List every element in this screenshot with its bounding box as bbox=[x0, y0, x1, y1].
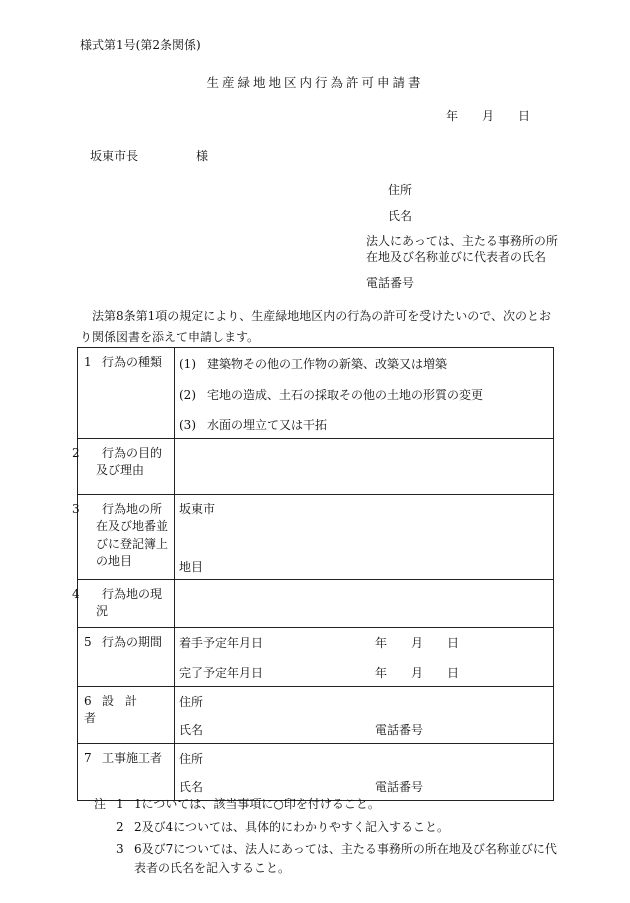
table-row bbox=[78, 348, 554, 439]
contractor-field[interactable] bbox=[175, 743, 554, 800]
row-number: 1 bbox=[84, 355, 92, 369]
option-number: (2) bbox=[179, 388, 196, 402]
row-number: 3 bbox=[72, 502, 80, 516]
table-row bbox=[78, 627, 554, 686]
date-year-label: 年 bbox=[446, 109, 459, 123]
row-label: 行為地の現況 bbox=[96, 587, 163, 619]
option-number: (1) bbox=[179, 357, 196, 371]
designer-phone-label: 電話番号 bbox=[375, 722, 424, 737]
option-number: (3) bbox=[179, 418, 196, 432]
row-label-cell bbox=[78, 348, 175, 439]
table-row bbox=[78, 743, 554, 800]
row-label-cell bbox=[78, 743, 175, 800]
row-number: 7 bbox=[84, 750, 92, 765]
row-label: 工事施工者 bbox=[102, 750, 163, 765]
location-chimoku-label: 地目 bbox=[179, 560, 204, 574]
end-date-label: 完了予定年月日 bbox=[179, 665, 264, 680]
row-label-cell bbox=[72, 580, 175, 628]
date-day-label: 日 bbox=[518, 109, 531, 123]
row-number: 5 bbox=[84, 634, 92, 649]
start-year-label: 年 bbox=[375, 635, 388, 650]
row-label: 行為地の所在及び地番並びに登記簿上の地目 bbox=[96, 502, 169, 569]
row-number: 4 bbox=[72, 587, 80, 601]
designer-field[interactable] bbox=[175, 686, 554, 743]
start-day-label: 日 bbox=[447, 635, 460, 650]
note-item bbox=[94, 840, 564, 877]
row-label: 行為の期間 bbox=[102, 634, 163, 649]
date-month-label: 月 bbox=[482, 109, 495, 123]
note-item bbox=[94, 818, 564, 837]
purpose-field[interactable] bbox=[175, 439, 554, 495]
start-month-label: 月 bbox=[411, 635, 424, 650]
table-row bbox=[78, 439, 554, 495]
row-label-cell bbox=[72, 495, 175, 580]
row-label-cell bbox=[72, 439, 175, 495]
row-label-cell bbox=[78, 627, 175, 686]
location-field[interactable] bbox=[175, 495, 554, 580]
designer-address-label: 住所 bbox=[179, 694, 204, 709]
applicant-phone-label: 電話番号 bbox=[366, 276, 415, 290]
end-month-label: 月 bbox=[411, 665, 424, 680]
site-status-field[interactable] bbox=[175, 580, 554, 628]
table-row bbox=[78, 686, 554, 743]
location-city: 坂東市 bbox=[179, 502, 216, 516]
end-year-label: 年 bbox=[375, 665, 388, 680]
note-number: 1 bbox=[116, 797, 124, 811]
applicant-name-label: 氏名 bbox=[388, 209, 413, 223]
table-row bbox=[78, 495, 554, 580]
form-title: 生産緑地地区内行為許可申請書 bbox=[206, 75, 424, 90]
note-number: 2 bbox=[116, 819, 124, 834]
row-number: 2 bbox=[72, 446, 80, 460]
applicant-address-label: 住所 bbox=[388, 183, 413, 197]
designer-name-label: 氏名 bbox=[179, 722, 204, 737]
note-number: 3 bbox=[116, 842, 124, 857]
contractor-name-label: 氏名 bbox=[179, 779, 204, 794]
addressee-name: 坂東市長 bbox=[90, 149, 139, 163]
contractor-address-label: 住所 bbox=[179, 751, 204, 766]
row-label-cell bbox=[78, 686, 175, 743]
row-label: 行為の種類 bbox=[102, 355, 163, 369]
note-text: 2及び4については、具体的にわかりやすく記入すること。 bbox=[134, 819, 450, 834]
start-date-label: 着手予定年月日 bbox=[179, 635, 264, 650]
applicant-corp-note-2: 在地及び名称並びに代表者の氏名 bbox=[366, 250, 547, 264]
addressee-honorific: 様 bbox=[196, 149, 209, 163]
contractor-phone-label: 電話番号 bbox=[375, 779, 424, 794]
note-text: 6及び7については、法人にあっては、主たる事務所の所在地及び名称並びに代表者の氏名を記入すること。 bbox=[134, 842, 557, 875]
option-text: 水面の埋立て又は干拓 bbox=[207, 418, 328, 432]
note-text: 1については、該当事項に○印を付けること。 bbox=[134, 797, 380, 811]
option-text: 建築物その他の工作物の新築、改築又は増築 bbox=[207, 357, 448, 371]
period-field[interactable] bbox=[175, 627, 554, 686]
intro-paragraph: 法第8条第1項の規定により、生産緑地地区内の行為の許可を受けたいので、次のとおり関係図書を添えて申請します。 bbox=[80, 309, 552, 344]
note-item bbox=[94, 795, 564, 814]
row-number: 6 bbox=[84, 693, 92, 708]
row-label: 設計者 bbox=[84, 693, 149, 726]
end-day-label: 日 bbox=[447, 665, 460, 680]
application-table bbox=[72, 347, 554, 801]
addressee bbox=[90, 148, 208, 164]
action-type-cell[interactable] bbox=[175, 348, 554, 439]
table-row bbox=[78, 580, 554, 628]
row-label: 行為の目的及び理由 bbox=[96, 446, 163, 478]
notes-section bbox=[94, 795, 564, 881]
form-number: 様式第1号(第2条関係) bbox=[80, 38, 201, 52]
option-text: 宅地の造成、土石の採取その他の土地の形質の変更 bbox=[207, 388, 484, 402]
applicant-corp-note-1: 法人にあっては、主たる事務所の所 bbox=[366, 234, 558, 248]
notes-mark: 注 bbox=[94, 797, 107, 811]
